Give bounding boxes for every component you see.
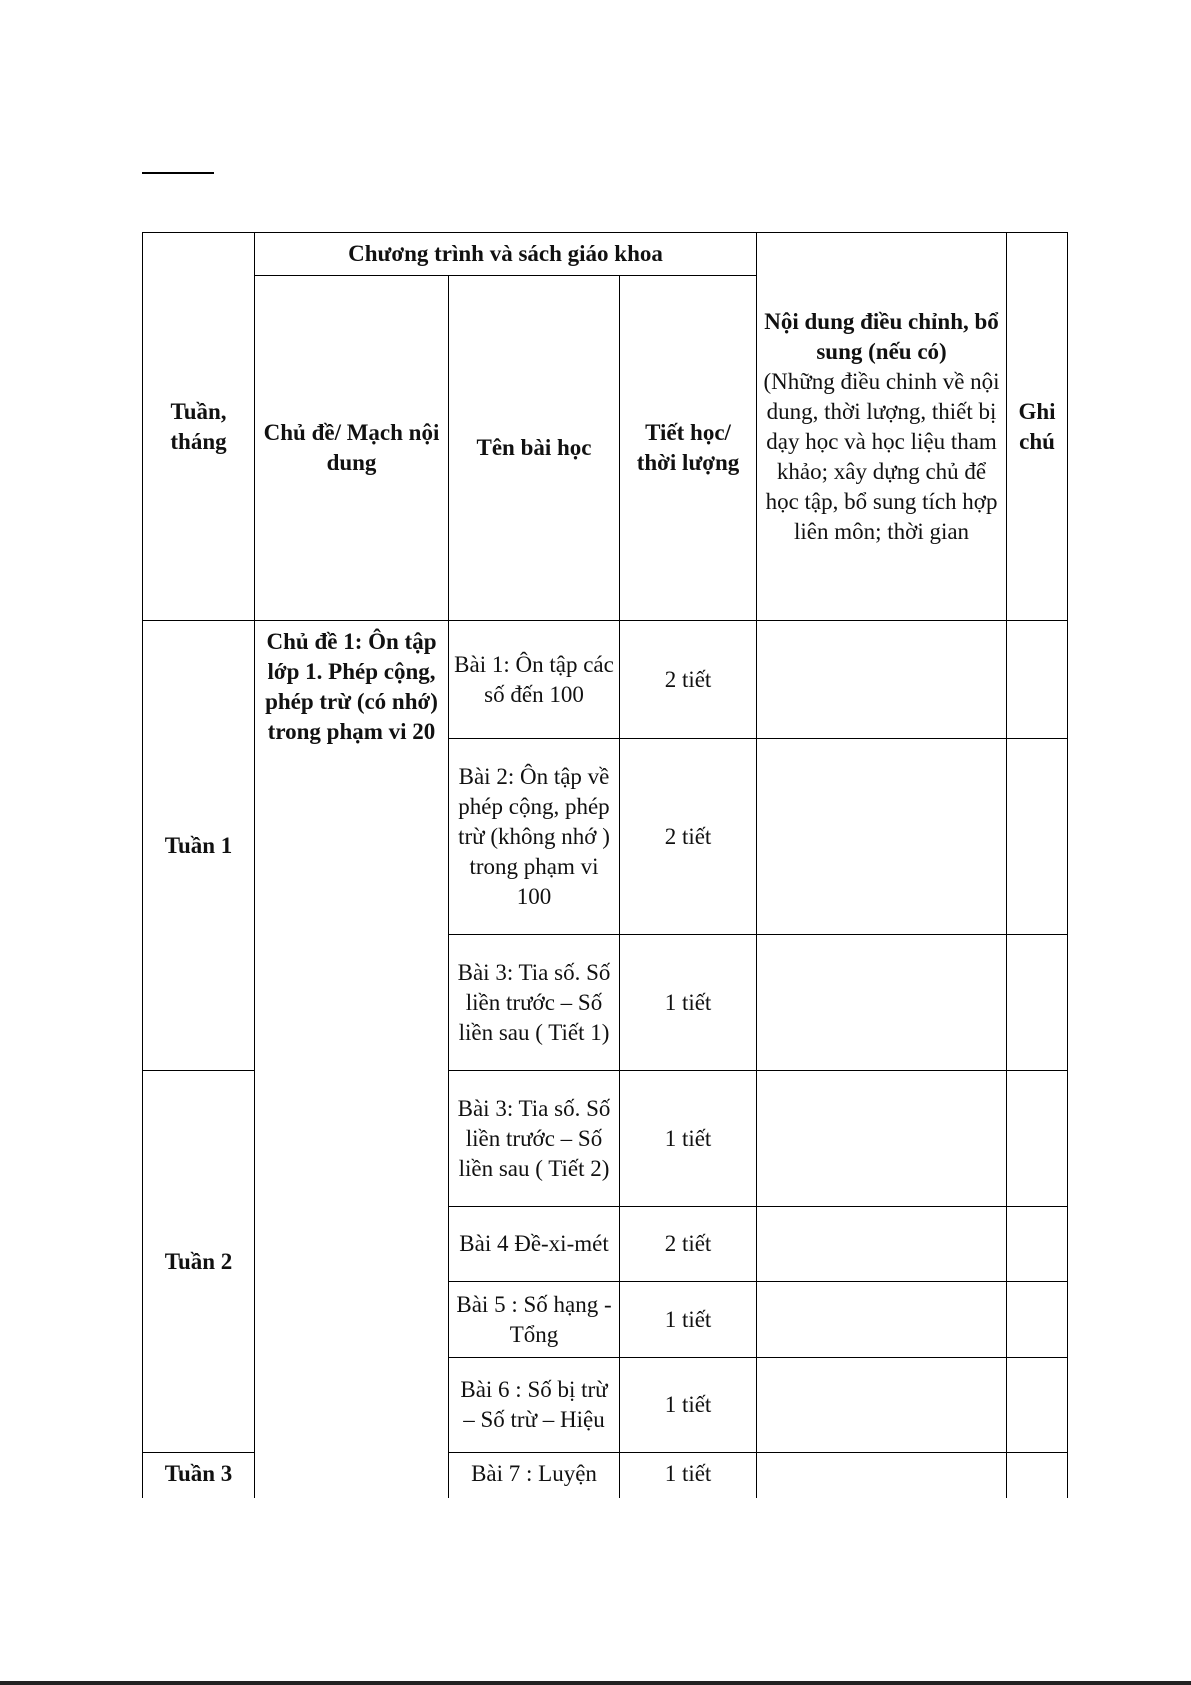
header-notes: Ghi chú	[1007, 233, 1068, 621]
periods-cell: 1 tiết	[620, 1282, 757, 1358]
periods-cell: 2 tiết	[620, 739, 757, 935]
header-adjust	[757, 233, 1007, 621]
adjust-cell	[757, 1282, 1007, 1358]
table-row	[143, 621, 1068, 739]
lesson-cell: Bài 1: Ôn tập các số đến 100	[449, 621, 620, 739]
periods-cell: 1 tiết	[620, 1453, 757, 1498]
header-week-month: Tuần, tháng	[143, 233, 255, 621]
header-adjust-title: Nội dung điều chỉnh, bổ sung (nếu có)	[764, 308, 999, 364]
periods-cell: 1 tiết	[620, 1071, 757, 1207]
notes-cell	[1007, 739, 1068, 935]
notes-cell	[1007, 1282, 1068, 1358]
top-rule	[142, 172, 214, 174]
adjust-cell	[757, 621, 1007, 739]
notes-cell	[1007, 1358, 1068, 1453]
header-adjust-note: (Những điều chinh về nội dung, thời lượng, thiết bị dạy học và học liệu tham khảo; xây dựng chủ để học tập, bổ sung tích hợp liên môn; thời gian	[763, 368, 1000, 544]
notes-cell	[1007, 621, 1068, 739]
week-cell: Tuần 3	[143, 1453, 255, 1498]
header-program: Chương trình và sách giáo khoa	[255, 233, 757, 276]
topic-cell: Chủ đề 1: Ôn tập lớp 1. Phép cộng, phép trừ (có nhớ) trong phạm vi 20	[255, 621, 449, 1498]
notes-cell	[1007, 1207, 1068, 1282]
lesson-cell: Bài 4 Đề-xi-mét	[449, 1207, 620, 1282]
lesson-cell: Bài 2: Ôn tập về phép cộng, phép trừ (không nhớ ) trong phạm vi 100	[449, 739, 620, 935]
periods-cell: 1 tiết	[620, 1358, 757, 1453]
lesson-cell: Bài 5 : Số hạng - Tổng	[449, 1282, 620, 1358]
periods-cell: 2 tiết	[620, 1207, 757, 1282]
adjust-cell	[757, 935, 1007, 1071]
adjust-cell	[757, 1358, 1007, 1453]
lesson-cell: Bài 7 : Luyện	[449, 1453, 620, 1498]
notes-cell	[1007, 935, 1068, 1071]
adjust-cell	[757, 739, 1007, 935]
week-cell: Tuần 2	[143, 1071, 255, 1453]
lesson-plan-table	[142, 232, 1068, 1498]
week-cell: Tuần 1	[143, 621, 255, 1071]
periods-cell: 1 tiết	[620, 935, 757, 1071]
periods-cell: 2 tiết	[620, 621, 757, 739]
notes-cell	[1007, 1071, 1068, 1207]
lesson-cell: Bài 3: Tia số. Số liền trước – Số liền sau ( Tiết 1)	[449, 935, 620, 1071]
notes-cell	[1007, 1453, 1068, 1498]
adjust-cell	[757, 1453, 1007, 1498]
adjust-cell	[757, 1207, 1007, 1282]
page-bottom-edge	[0, 1681, 1191, 1685]
lesson-cell: Bài 6 : Số bị trừ – Số trừ – Hiệu	[449, 1358, 620, 1453]
header-lesson: Tên bài học	[449, 276, 620, 621]
header-topic: Chủ đề/ Mạch nội dung	[255, 276, 449, 621]
adjust-cell	[757, 1071, 1007, 1207]
header-periods: Tiết học/ thời lượng	[620, 276, 757, 621]
lesson-cell: Bài 3: Tia số. Số liền trước – Số liền sau ( Tiết 2)	[449, 1071, 620, 1207]
